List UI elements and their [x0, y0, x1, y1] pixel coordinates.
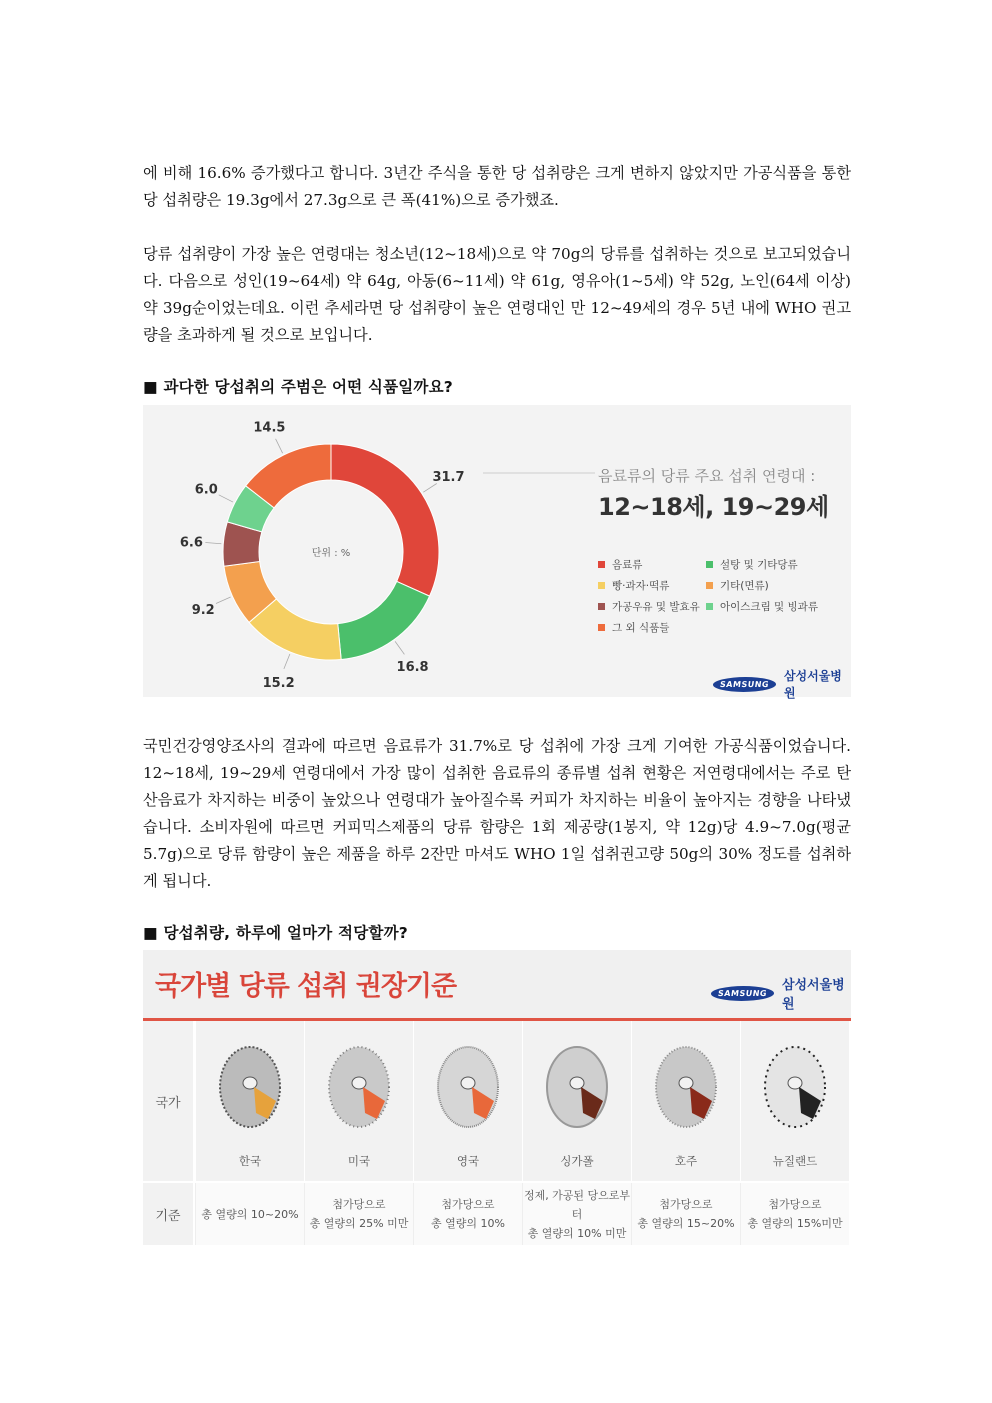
body-paragraph-3: 국민건강영양조사의 결과에 따르면 음료류가 31.7%로 당 섭취에 가장 크게 기여한 가공식품이었습니다. 12~18세, 19~29세 연령대에서 가장 많이 섭취한 음료류의 종류별 섭취 현황은 저연령대에서는 주로 탄산음료가 차지하는 비중이 높았으나 연령대가 높아질수록 커피가 차지하는 비율이 높아지는 경향을 나타냈습니다. 소비자원에 따르면 커피믹스제품의 당류 함량은 1회 제공량(1봉지, 약 12g)당 4.9~7.0g(평균 5.7g)으로 당류 함량이 높은 제품을 하루 2잔만 마셔도 WHO 1일 섭취권고량 50g의 30% 정도를 섭취하게 됩니다.: [143, 737, 851, 890]
body-paragraph-2: 당류 섭취량이 가장 높은 연령대는 청소년(12~18세)으로 약 70g의 당류를 섭취하는 것으로 보고되었습니다. 다음으로 성인(19~64세) 약 64g, 아동(6~11세) 약 61g, 영유아(1~5세) 약 52g, 노인(64세 이상) 약 39g순이었는데요. 이런 추세라면 당 섭취량이 높은 연령대인 만 12~49세의 경우 5년 내에 WHO 권고량을 초과하게 될 것으로 보입니다.: [143, 245, 851, 344]
country-image-cell: [413, 1021, 522, 1181]
donut-chocochip-icon: [763, 1043, 827, 1131]
samsung-logo: SAMSUNG: [710, 986, 775, 1001]
donut-slice: [331, 444, 439, 596]
legend-label: 빵·과자·떡류: [612, 580, 670, 592]
guideline-title: 국가별 당류 섭취 권장기준: [155, 971, 457, 1002]
donut-plain-icon: [545, 1043, 609, 1131]
slice-value-label: 16.8: [396, 659, 429, 675]
criterion-text: 총 열량의 10~20%: [201, 1207, 299, 1221]
country-criterion: [195, 1183, 304, 1245]
callout-age-range: 12~18세, 19~29세: [598, 493, 829, 521]
guideline-header: [143, 950, 851, 1021]
legend-label: 아이스크림 및 빙과류: [720, 601, 818, 613]
legend-label: 그 외 식품들: [612, 622, 670, 634]
slice-value-label: 9.2: [191, 603, 215, 619]
country-image-cell: [522, 1021, 631, 1181]
legend-item: [598, 578, 669, 593]
legend-swatch: [598, 624, 605, 631]
guideline-grid: [143, 1021, 851, 1246]
criterion-text: 첨가당으로 총 열량의 10%: [431, 1198, 505, 1230]
donut-sprinkles-icon: [218, 1043, 282, 1131]
legend-swatch: [706, 582, 713, 589]
legend-label: 설탕 및 기타당류: [720, 559, 798, 571]
leader-line: [205, 543, 221, 544]
legend-item: [598, 620, 669, 635]
legend-item: [706, 599, 818, 614]
section-heading-1: ■ 과다한 당섭취의 주범은 어떤 식품일까요?: [143, 378, 453, 396]
slice-value-label: 15.2: [262, 675, 295, 691]
legend-item: [706, 578, 769, 593]
legend-swatch: [706, 561, 713, 568]
leader-line: [216, 597, 231, 604]
country-image-cell: [195, 1021, 304, 1181]
leader-line: [284, 654, 290, 669]
country-name: 뉴질랜드: [772, 1154, 818, 1168]
slice-value-label: 6.0: [194, 482, 218, 498]
hospital-name: 삼성서울병원: [783, 669, 842, 700]
legend-label: 음료류: [612, 559, 643, 571]
legend-swatch: [598, 582, 605, 589]
donut-slice: [338, 581, 430, 659]
criterion-text: 첨가당으로 총 열량의 15%미만: [747, 1198, 843, 1230]
legend-item: [706, 557, 798, 572]
country-image-cell: [740, 1021, 849, 1181]
country-criterion: [413, 1183, 522, 1245]
criterion-text: 첨가당으로 총 열량의 15~20%: [637, 1198, 735, 1230]
legend-label: 기타(면류): [720, 580, 769, 592]
slice-value-label: 14.5: [253, 420, 286, 436]
legend-item: [598, 557, 642, 572]
section-heading-2: ■ 당섭취량, 하루에 얼마가 적당할까?: [143, 924, 408, 942]
legend-swatch: [598, 603, 605, 610]
sugar-source-chart: [143, 405, 851, 700]
country-name: 한국: [238, 1154, 262, 1168]
samsung-logo: SAMSUNG: [712, 677, 777, 692]
country-criterion: [740, 1183, 849, 1245]
legend-label: 가공우유 및 발효유: [612, 601, 700, 613]
hospital-logo-2: [711, 974, 851, 1012]
country-name: 영국: [456, 1154, 480, 1168]
row-label-country: 국가: [143, 1021, 193, 1181]
unit-label: 단위 : %: [311, 548, 351, 559]
legend-swatch: [598, 561, 605, 568]
slice-value-label: 6.6: [179, 535, 203, 551]
slice-value-label: 31.7: [432, 469, 465, 485]
criterion-text: 첨가당으로 총 열량의 25% 미만: [309, 1198, 409, 1230]
criterion-text: 정제, 가공된 당으로부터 총 열량의 10% 미만: [523, 1188, 631, 1240]
callout-title: 음료류의 당류 주요 섭취 연령대 :: [598, 467, 816, 485]
country-name: 싱가폴: [560, 1154, 594, 1168]
donut-chart: [143, 405, 851, 697]
leader-line: [395, 641, 404, 654]
country-name: 호주: [674, 1154, 698, 1168]
hospital-name: 삼성서울병원: [781, 978, 845, 1012]
leader-line: [219, 495, 233, 502]
legend-item: [598, 599, 700, 614]
hospital-logo: [713, 667, 851, 701]
body-paragraph-1: 에 비해 16.6% 증가했다고 합니다. 3년간 주식을 통한 당 섭취량은 크게 변하지 않았지만 가공식품을 통한 당 섭취량은 19.3g에서 27.3g으로 큰 폭(41%)으로 증가했죠.: [143, 164, 851, 209]
legend-swatch: [706, 603, 713, 610]
country-image-cell: [304, 1021, 413, 1181]
sugar-guideline-table: [143, 950, 851, 1246]
donut-coconut-icon: [436, 1043, 500, 1131]
country-criterion: [631, 1183, 740, 1245]
donut-glazed-icon: [327, 1043, 391, 1131]
leader-line: [276, 439, 283, 453]
donut-frosted-icon: [654, 1043, 718, 1131]
row-label-standard: 기준: [143, 1183, 193, 1245]
country-name: 미국: [347, 1154, 371, 1168]
country-image-cell: [631, 1021, 740, 1181]
country-criterion: [304, 1183, 413, 1245]
country-criterion: [522, 1183, 631, 1245]
